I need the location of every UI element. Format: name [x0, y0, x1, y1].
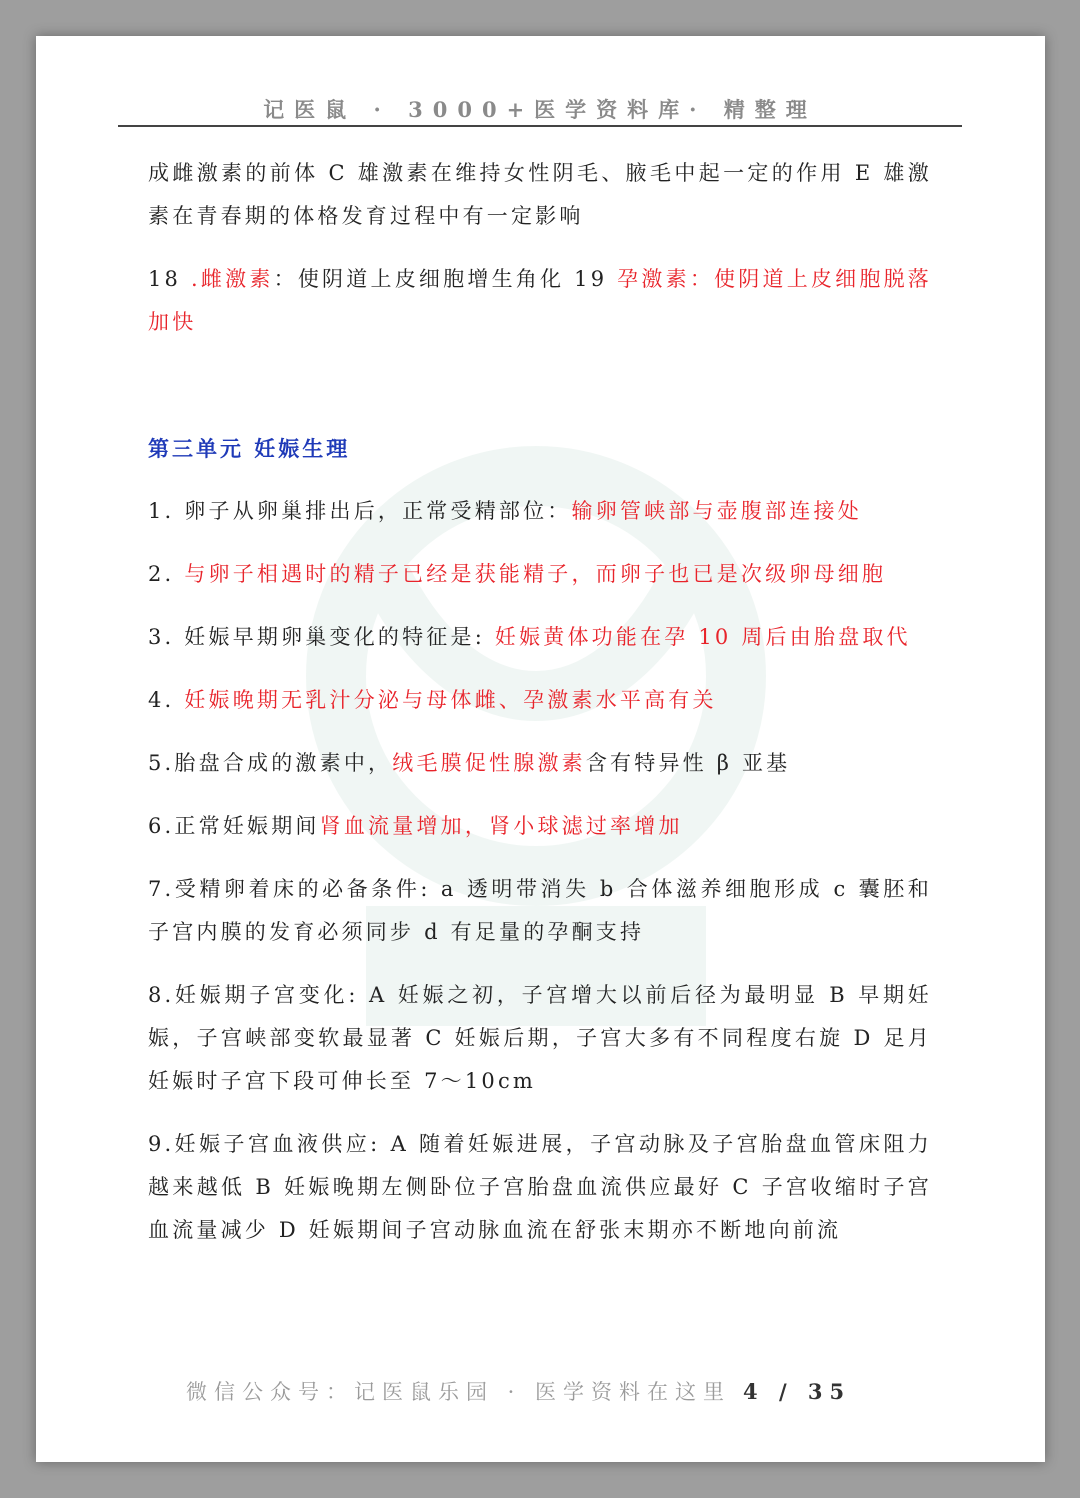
list-item-1: 1. 卵子从卵巢排出后，正常受精部位：输卵管峡部与壶腹部连接处: [148, 499, 862, 523]
page-number: 4 / 35: [743, 1379, 852, 1404]
list-item-3: 3. 妊娠早期卵巢变化的特征是: 妊娠黄体功能在孕 10 周后由胎盘取代: [148, 625, 911, 649]
list-item-6: 6.正常妊娠期间肾血流量增加，肾小球滤过率增加: [148, 814, 683, 838]
header-divider: [118, 125, 962, 127]
list-item-5: 5.胎盘合成的激素中，绒毛膜促性腺激素含有特异性 β 亚基: [148, 751, 791, 775]
paragraph-items-18-19: 18 .雌激素：使阴道上皮细胞增生角化 19 孕激素：使阴道上皮细胞脱落加快: [148, 267, 932, 334]
list-item-7: 7.受精卵着床的必备条件: a 透明带消失 b 合体滋养细胞形成 c 囊胚和子宫内膜的发育必须同步 d 有足量的孕酮支持: [148, 877, 932, 944]
list-item-9: 9.妊娠子宫血液供应: A 随着妊娠进展，子宫动脉及子宫胎盘血管床阻力越来越低 B 妊娠晚期左侧卧位子宫胎盘血流供应最好 C 子宫收缩时子宫血流量减少 D 妊娠期间子宫动脉血流在舒张末期亦不断地向前流: [148, 1132, 932, 1242]
list-item-2: 2. 与卵子相遇时的精子已经是获能精子，而卵子也已是次级卵母细胞: [148, 562, 887, 586]
page-header: 记医鼠 · 3000+医学资料库· 精整理: [263, 97, 817, 122]
document-body: [148, 152, 932, 1272]
list-item-8: 8.妊娠期子宫变化: A 妊娠之初，子宫增大以前后径为最明显 B 早期妊娠，子宫峡部变软最显著 C 妊娠后期，子宫大多有不同程度右旋 D 足月妊娠时子宫下段可伸长至 7～10cm: [148, 983, 932, 1093]
paragraph-androgen-continued: 成雌激素的前体 C 雄激素在维持女性阴毛、腋毛中起一定的作用 E 雄激素在青春期的体格发育过程中有一定影响: [148, 161, 932, 228]
footer-text: 微信公众号：记医鼠乐园 · 医学资料在这里: [186, 1380, 732, 1404]
section-heading: 第三单元 妊娠生理: [148, 436, 351, 461]
list-item-4: 4. 妊娠晚期无乳汁分泌与母体雌、孕激素水平高有关: [148, 688, 717, 712]
page-footer: [186, 1376, 906, 1406]
document-page: [36, 36, 1045, 1462]
